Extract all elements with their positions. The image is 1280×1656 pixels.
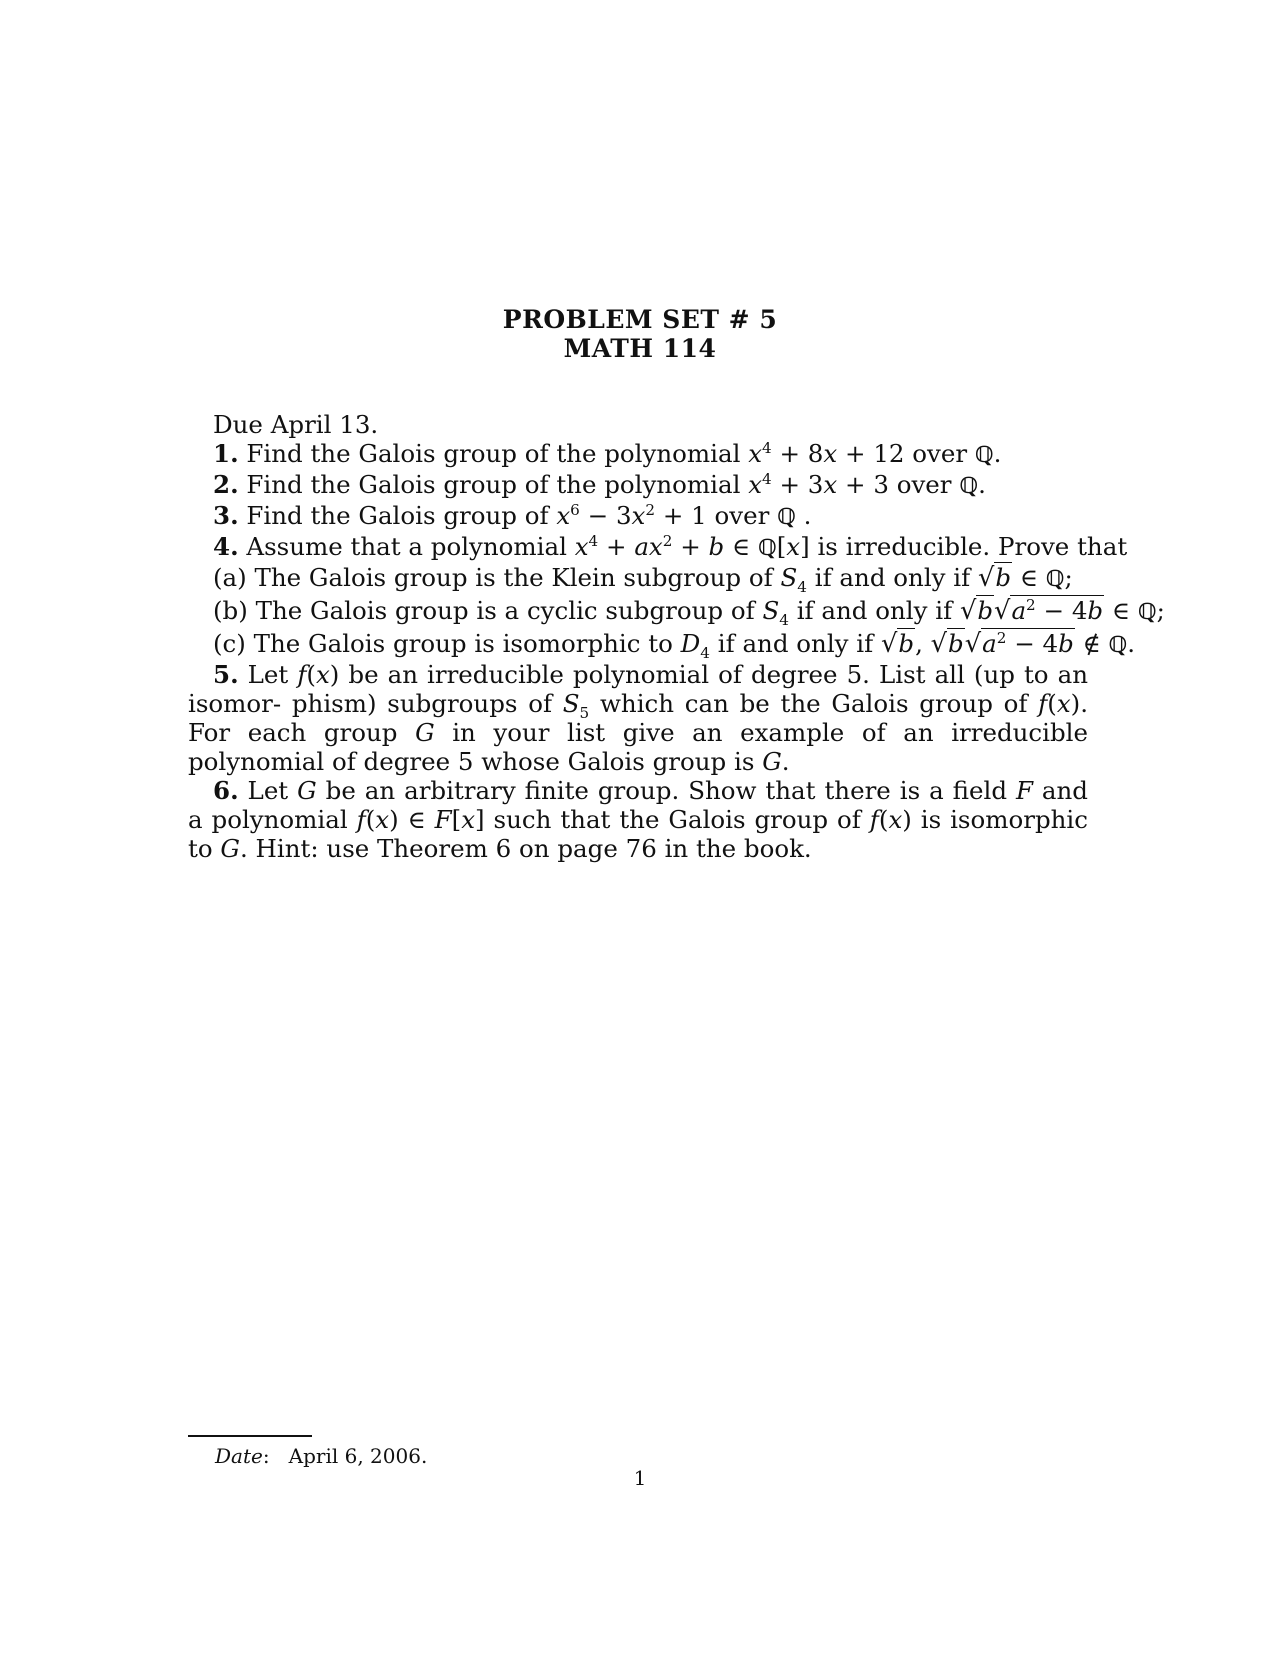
part-label: (c) [213, 629, 246, 658]
page-number: 1 [633, 1466, 647, 1490]
footnote-date: April 6, 2006. [288, 1444, 428, 1468]
problem-1: 1. Find the Galois group of the polynomial $x^4 + 8x + 12$ over ℚ. [213, 438, 1002, 468]
problem-number: 5 [213, 660, 231, 689]
problem-6: 6. Let G be an arbitrary finite group. Show that there is a field F and a polynomial f(x) ∈ F[x] such that the Galois group of f(x) is isomorphic to G. Hint: use Theorem 6 on page 76 in the book. [188, 776, 1088, 863]
problem-2: 2. Find the Galois group of the polynomial $x^4 + 3x + 3$ over ℚ. [213, 469, 986, 499]
problem-3: 3. Find the Galois group of $x^6 - 3x^2 + 1$ over ℚ . [213, 500, 812, 530]
course-title: MATH 114 [563, 334, 717, 363]
due-date: Due April 13. [213, 410, 379, 439]
problem-4: 4. Assume that a polynomial $x^4 + ax^2 + b$ ∈ ℚ[x] is irreducible. Prove that [213, 531, 1128, 561]
problem-4b: (b) The Galois group is a cyclic subgroup of $S_4$ if and only if $√b√a^2 - 4b$ ∈ ℚ; [213, 595, 1165, 629]
part-label: (a) [213, 563, 247, 592]
footnote-label: Date [215, 1444, 263, 1468]
problem-number: 4 [213, 532, 231, 561]
part-label: (b) [213, 596, 248, 625]
problem-list [188, 410, 1165, 863]
problem-number: 1 [213, 439, 231, 468]
footnote-rule [188, 1435, 312, 1437]
page-title: PROBLEM SET # 5 [502, 305, 778, 334]
problem-4a: (a) The Galois group is the Klein subgroup of $S_4$ if and only if √b ∈ ℚ; [213, 563, 1073, 596]
footnote: Date: April 6, 2006. [215, 1444, 428, 1468]
problem-5: 5. Let f(x) be an irreducible polynomial of degree 5. List all (up to an isomor- phism) subgroups of $S_5$ which can be the Galois group of f(x). For each group G in your list give an example of an irreducible polynomial of degree 5 whose Galois group is G. [188, 660, 1089, 776]
problem-number: 2 [213, 470, 231, 499]
problem-4c: (c) The Galois group is isomorphic to $D_4$ if and only if √b, $√b√a^2 - 4b$ ∉ ℚ. [213, 628, 1136, 662]
problem-number: 3 [213, 501, 231, 530]
problem-number: 6 [213, 776, 231, 805]
